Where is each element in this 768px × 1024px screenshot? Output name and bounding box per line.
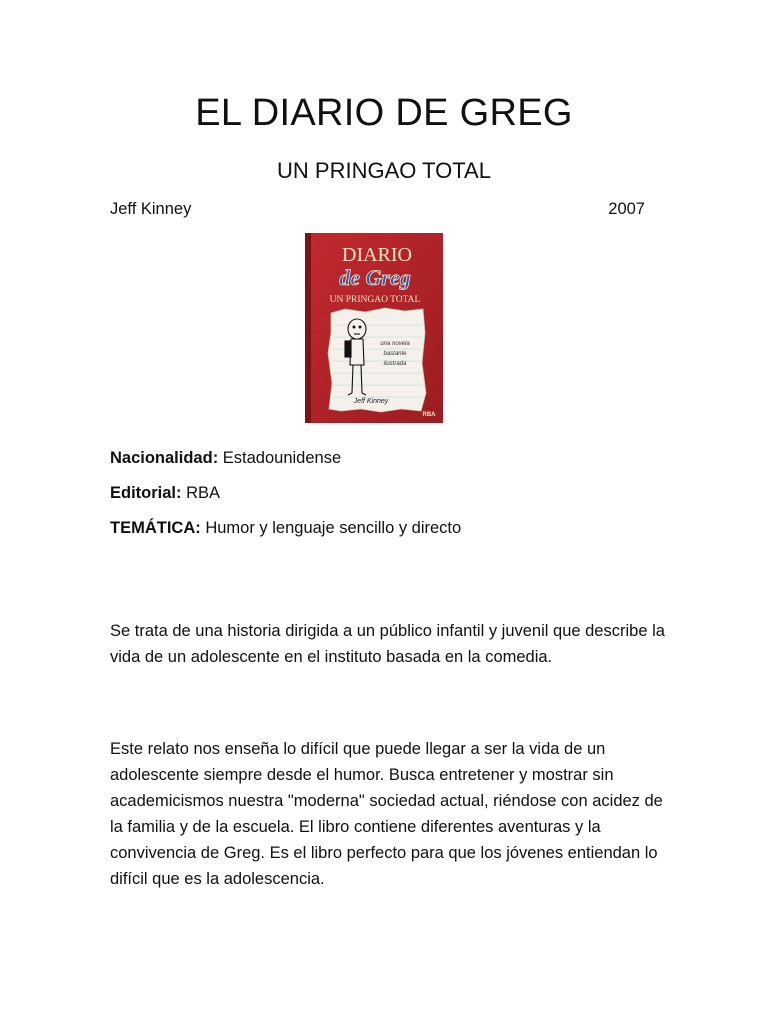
cover-title-line2: de Greg: [339, 265, 411, 290]
nacionalidad-label: Nacionalidad:: [110, 449, 219, 467]
document-subtitle: UN PRINGAO TOTAL: [277, 158, 491, 183]
cover-spine: [305, 233, 311, 423]
author-year-row: [110, 200, 645, 219]
paragraph-description: Este relato nos enseña lo difícil que puede llegar a ser la vida de un adolescente siempre desde el humor. Busca entretener y mostrar sin academicismos nuestra "moderna" sociedad actual, riéndose con acidez de la familia y de la escuela. El libro contiene diferentes aventuras y la convivencia de Greg. Es el libro perfecto para que los jóvenes entiendan lo difícil que es la adolescencia.: [110, 740, 663, 888]
editorial-value: RBA: [181, 484, 221, 502]
cover-title-line1: DIARIO: [342, 244, 412, 266]
cover-paper: [328, 308, 426, 412]
author-name: Jeff Kinney: [110, 200, 192, 218]
cover-tagline-1: una novela: [380, 341, 410, 347]
tematica-label: TEMÁTICA:: [110, 519, 201, 537]
cover-tagline-3: ilustrada: [383, 361, 407, 367]
cover-publisher: RBA: [422, 412, 436, 418]
editorial-label: Editorial:: [110, 484, 182, 502]
book-cover-image: [305, 233, 443, 423]
document-title: EL DIARIO DE GREG: [195, 92, 573, 134]
nacionalidad-value: Estadounidense: [218, 449, 342, 467]
field-tematica: [110, 519, 461, 538]
publication-year: 2007: [608, 200, 645, 218]
field-nacionalidad: [110, 449, 341, 468]
cover-author: Jeff Kinney: [353, 398, 389, 405]
tematica-value: Humor y lenguaje sencillo y directo: [200, 519, 462, 537]
paragraph-intro: Se trata de una historia dirigida a un público infantil y juvenil que describe la vida de un adolescente en el instituto basada en la comedia.: [110, 622, 665, 666]
cover-subtitle: UN PRINGAO TOTAL: [329, 295, 421, 305]
cover-tagline-2: bastante: [383, 351, 407, 357]
field-editorial: [110, 484, 220, 503]
